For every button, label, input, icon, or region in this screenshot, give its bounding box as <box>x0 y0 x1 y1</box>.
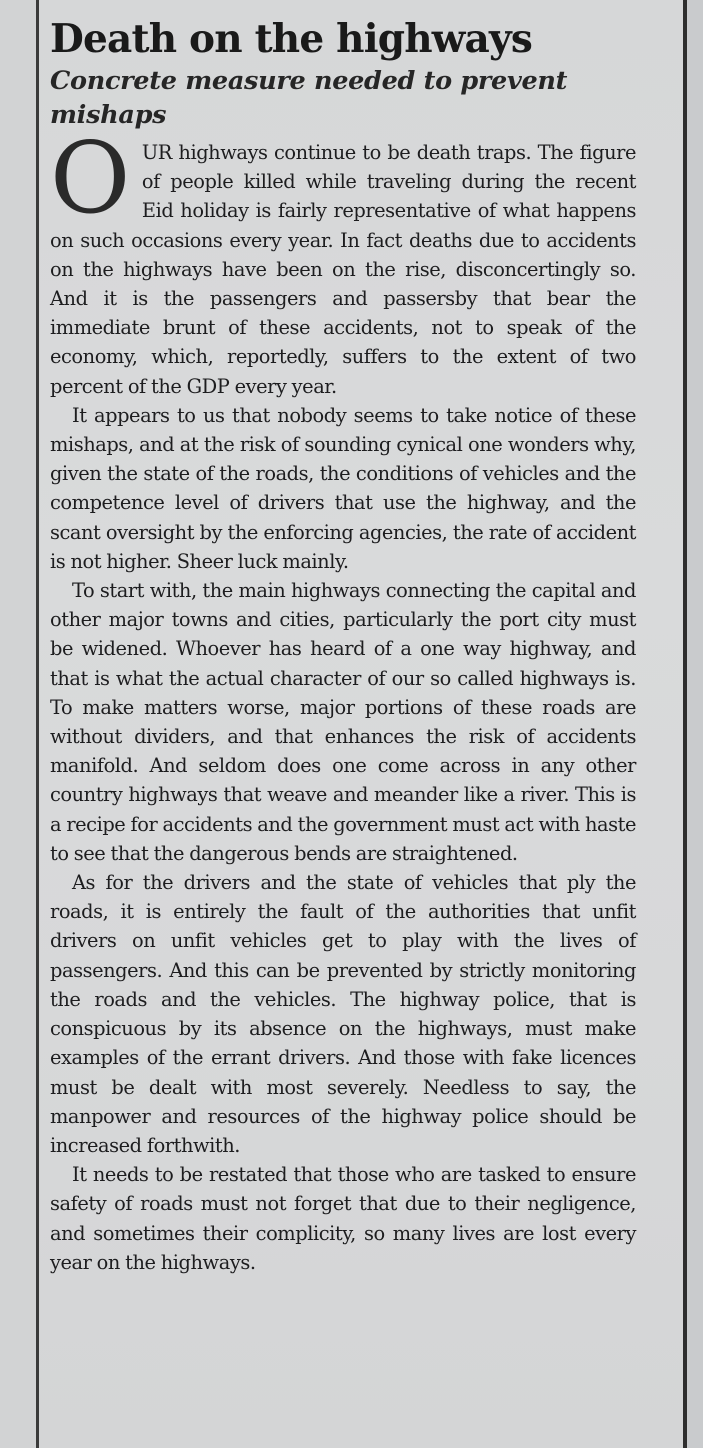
paragraph-2: It appears to us that nobody seems to take notice of these mishaps, and at the risk of sounding cynical one wonders why, given the state of the roads, the conditions of vehicles and the competence level of drivers that use the highway, and the scant oversight by the enforcing agencies, the rate of accident is not higher. Sheer luck mainly. <box>50 403 636 573</box>
paragraph-3: To start with, the main highways connecting the capital and other major towns and cities, particularly the port city must be widened. Whoever has heard of a one way highway, and that is what the actual character of our so called highways is. To make matters worse, major portions of these roads are without dividers, and that enhances the risk of accidents manifold. And seldom does one come across in any other country highways that weave and meander like a river. This is a recipe for accidents and the government must act with haste to see that the dangerous bends are straightened. <box>50 579 636 865</box>
article-headline: Death on the highways <box>50 16 533 62</box>
article-subheadline: Concrete measure needed to prevent mishaps <box>50 66 568 130</box>
page-left-margin <box>0 0 36 1448</box>
drop-cap: O <box>50 122 130 236</box>
editorial-article <box>50 14 636 1277</box>
column-rule-left <box>36 0 39 1448</box>
paragraph-1-text: UR highways continue to be death traps. The figure of people killed while traveling during the recent Eid holiday is fairly representative of what happens on such occasions every year. In fact deaths due to accidents on the highways have been on the rise, disconcertingly so. And it is the passengers and passersby that bear the immediate brunt of these accidents, not to speak of the economy, which, reportedly, suffers to the extent of two percent of the GDP every year. <box>50 141 636 398</box>
paragraph-5: It needs to be restated that those who are tasked to ensure safety of roads must not forget that due to their negligence, and sometimes their complicity, so many lives are lost every year on the highways. <box>50 1163 636 1274</box>
article-body <box>50 122 636 1277</box>
adjacent-page-edge <box>687 0 703 1448</box>
paragraph-4: As for the drivers and the state of vehicles that ply the roads, it is entirely the fault of the authorities that unfit drivers on unfit vehicles get to play with the lives of passengers. And this can be prevented by strictly monitoring the roads and the vehicles. The highway police, that is conspicuous by its absence on the highways, must make examples of the errant drivers. And those with fake licences must be dealt with most severely. Needless to say, the manpower and resources of the highway police should be increased forthwith. <box>50 871 636 1157</box>
paragraph-1 <box>50 122 636 401</box>
